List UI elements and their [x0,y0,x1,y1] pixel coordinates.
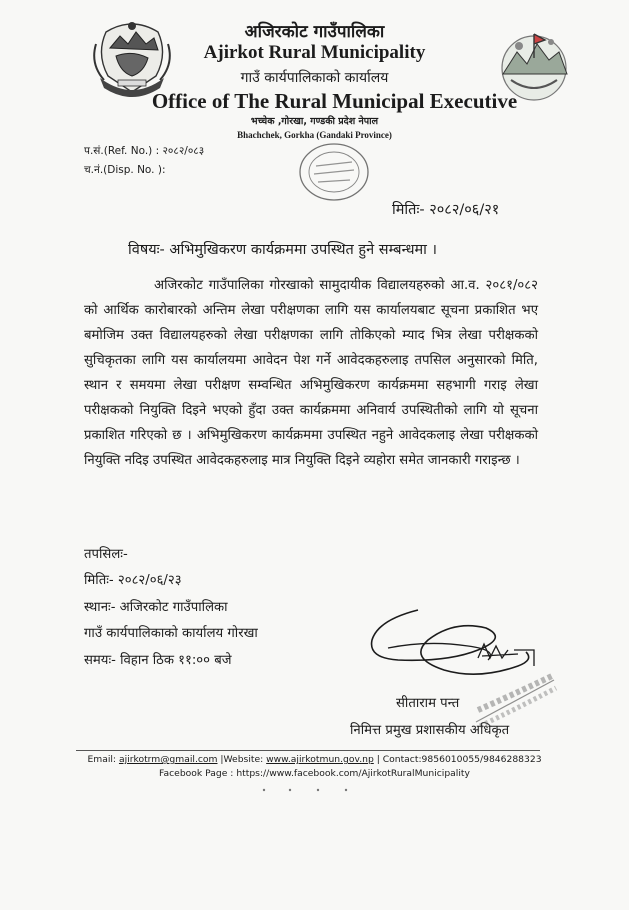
office-name-en: Office of The Rural Municipal Executive [151,89,518,113]
official-stamp-icon [470,670,560,730]
office-name-np: गाउँ कार्यपालिकाको कार्यालय [240,70,389,86]
municipality-name-np: अजिरकोट गाउँपालिका [244,22,385,42]
footer-contact-line [0,754,629,765]
signatory-title: निमित्त प्रमुख प्रशासकीय अधिकृत [350,723,510,738]
round-seal-icon [296,140,372,204]
contact-numbers: | Contact:9856010055/9846288323 [373,754,542,765]
municipality-name-en: Ajirkot Rural Municipality [203,42,426,63]
signatory-name: सीताराम पन्त [396,696,460,711]
dispatch-number: च.नं.(Disp. No. ): [84,164,166,176]
schedule-date: मितिः- २०८२/०६/२३ [84,573,182,588]
decorative-dots [260,786,370,794]
schedule-heading: तपसिलः- [84,547,128,562]
website-link[interactable]: www.ajirkotmun.gov.np [266,754,374,765]
letter-subject: विषयः- अभिमुखिकरण कार्यक्रममा उपस्थित हुने सम्बन्धमा । [128,242,438,258]
email-link[interactable]: ajirkotrm@gmail.com [118,754,218,765]
letter-date: मितिः- २०८२/०६/२१ [392,202,500,218]
letter-body: अजिरकोट गाउँपालिका गोरखाको सामुदायीक विद्यालयहरुको आ.व. २०८१/०८२ को आर्थिक कारोबारको अन्तिम लेखा परीक्षणका लागि यस कार्यालयबाट सूचना प्रकाशित भए बमोजिम उक्त विद्यालयहरुको लेखा परीक्षणका लागि तोकिएको म्याद भित्र लेखा परीक्षकको सुचिकृतका लागि यस कार्यालयमा आवेदन पेश गर्ने आवेदकहरुलाइ तपसिल अनुसारको मिति, स्थान र समयमा लेखा परीक्षण सम्वन्धित अभिमुखिकरण कार्यक्रममा सहभागी गराइ लेखा परीक्षकको नियुक्ति दिइने भएको हुँदा उक्त कार्यक्रममा अनिवार्य उपस्थितीको लागि यो सूचना प्रकाशित गरिएको छ । अभिमुखिकरण कार्यक्रममा उपस्थित नहुने आवेदकलाइ लेखा परीक्षकको नियुक्ति नदिइ उपस्थित आवेदकहरुलाइ मात्र नियुक्ति दिइने व्यहोरा समेत जानकारी गराइन्छ । [84,278,538,468]
schedule-place-line-1: स्थानः- अजिरकोट गाउँपालिका [84,600,228,615]
footer-divider [76,750,540,751]
email-label: Email: [87,754,119,765]
facebook-page-text: Facebook Page : https://www.facebook.com/AjirkotRuralMunicipality [159,768,470,779]
schedule-place-line-2: गाउँ कार्यपालिकाको कार्यालय गोरखा [84,626,258,641]
address-np: भच्चेक ,गोरखा, गण्डकी प्रदेश नेपाल [250,116,379,127]
website-label: |Website: [217,754,267,765]
ref-number: प.सं.(Ref. No.) : २०८२/०८३ [84,145,205,157]
address-en: Bhachchek, Gorkha (Gandaki Province) [237,130,392,140]
schedule-time: समयः- विहान ठिक ११:०० बजे [84,653,232,668]
